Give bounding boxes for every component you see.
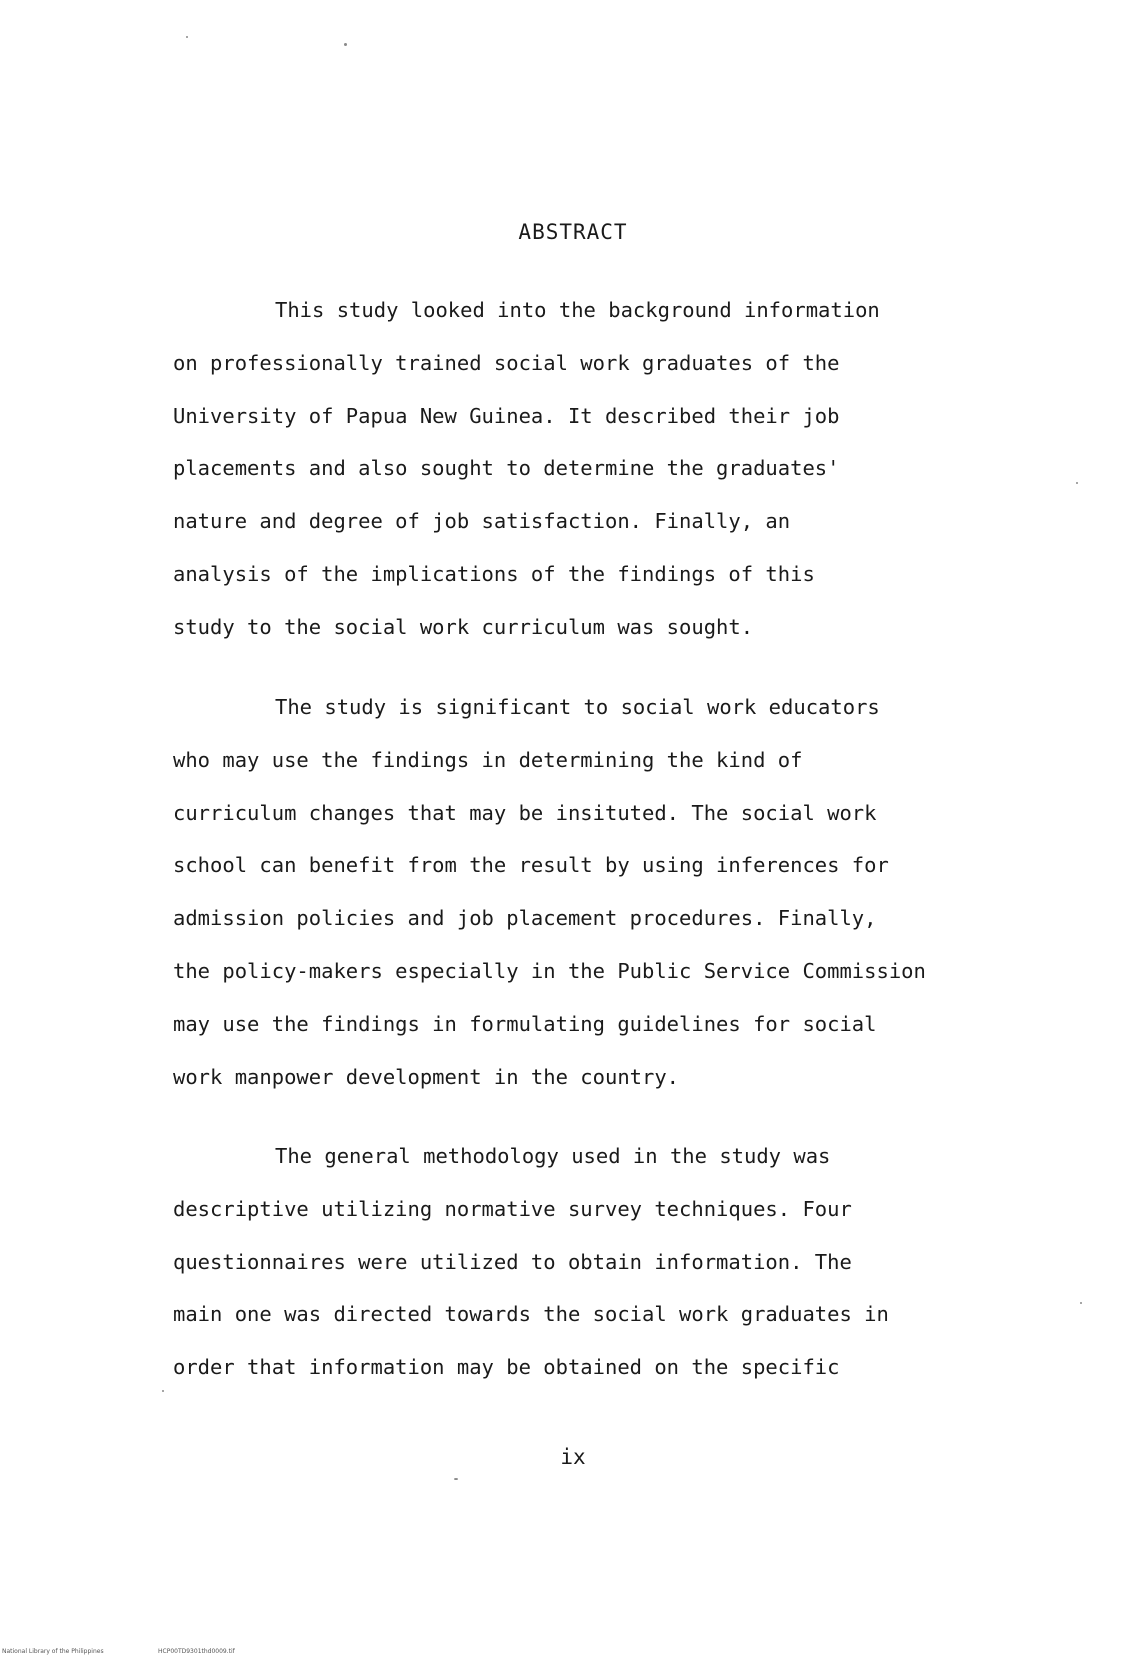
scan-speck <box>344 43 347 46</box>
footer-file-label: HCP00TD9301thd0009.tif <box>158 1648 235 1655</box>
text-line: work manpower development in the country. <box>173 1064 680 1089</box>
text-line: placements and also sought to determine the graduates' <box>173 456 840 481</box>
text-line: The general methodology used in the study was <box>275 1144 831 1168</box>
abstract-paragraph-1 <box>173 284 993 654</box>
text-line: may use the findings in formulating guidelines for social <box>173 1011 877 1036</box>
page-title: ABSTRACT <box>518 220 628 244</box>
text-line: the policy-makers especially in the Public Service Commission <box>173 958 926 983</box>
scan-speck <box>162 1390 164 1392</box>
text-line: The study is significant to social work educators <box>275 695 880 719</box>
text-line: study to the social work curriculum was sought. <box>173 614 754 639</box>
text-line: curriculum changes that may be insituted. The social work <box>173 800 877 825</box>
text-line: questionnaires were utilized to obtain information. The <box>173 1249 852 1274</box>
scan-speck <box>454 1478 458 1480</box>
text-line: main one was directed towards the social work graduates in <box>173 1302 889 1327</box>
text-line: order that information may be obtained on the specific <box>173 1355 840 1380</box>
abstract-paragraph-3 <box>173 1130 993 1394</box>
scan-speck <box>1076 482 1078 484</box>
text-line: who may use the findings in determining the kind of <box>173 747 803 772</box>
text-line: school can benefit from the result by using inferences for <box>173 853 889 878</box>
text-line: on professionally trained social work graduates of the <box>173 350 840 375</box>
text-line: admission policies and job placement procedures. Finally, <box>173 906 877 931</box>
scan-speck <box>186 36 188 38</box>
page-number: ix <box>560 1445 586 1469</box>
text-line: University of Papua New Guinea. It described their job <box>173 403 840 428</box>
text-line: analysis of the implications of the findings of this <box>173 561 815 586</box>
scan-speck <box>1080 1302 1082 1304</box>
text-line: nature and degree of job satisfaction. Finally, an <box>173 509 791 534</box>
text-line: This study looked into the background information <box>275 298 880 322</box>
text-line: descriptive utilizing normative survey techniques. Four <box>173 1196 852 1221</box>
footer-source-label: National Library of the Philippines <box>2 1648 104 1655</box>
abstract-paragraph-2 <box>173 681 993 1103</box>
